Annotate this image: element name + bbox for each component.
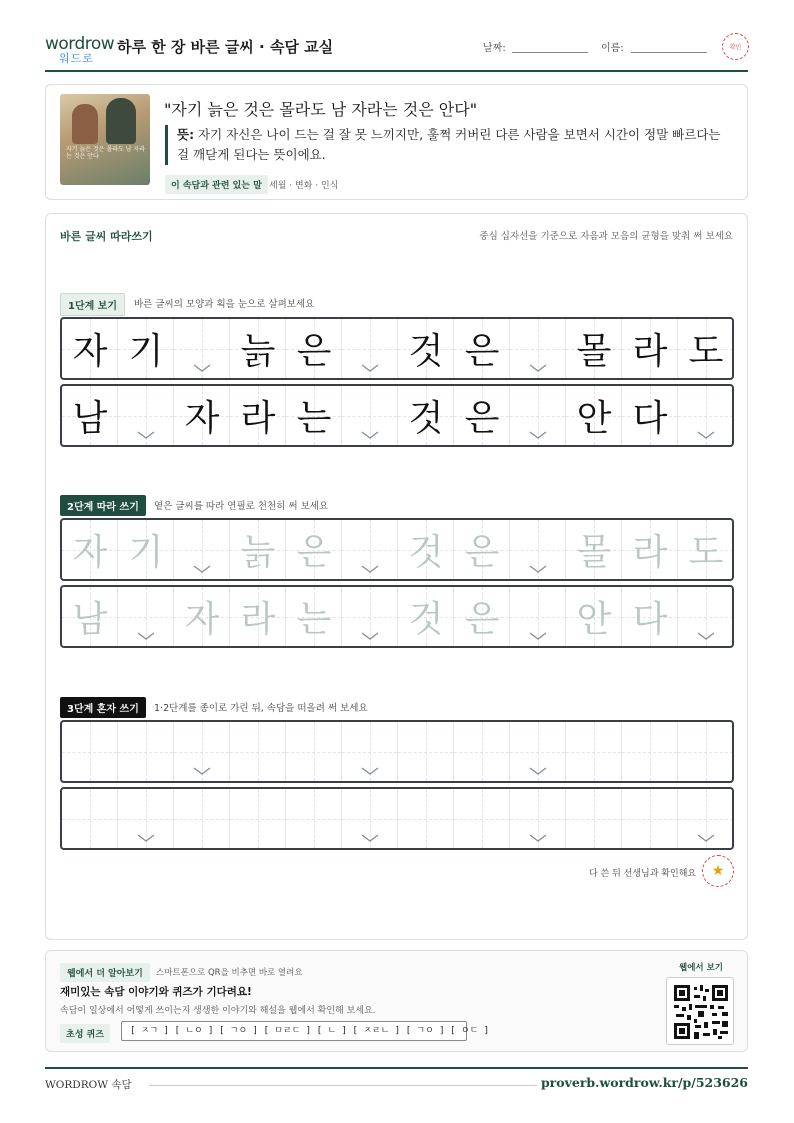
practice-glyph: 남 [72,398,108,439]
qr-code-icon [674,985,728,1039]
initial-quiz: [ ㅈㄱ ] [ ㄴㅇ ] [ ㄱㅇ ] [ ㅁㄹㄷ ] [ ㄴ ] [ ㅈㄹㄴ ] [ ㄱㅇ ] [ ㅇㄷ ] [121,1021,467,1041]
grid-cell[interactable] [510,587,566,646]
grid-cell [230,386,286,445]
space-mark-icon [697,631,715,641]
practice-glyph: 것 [408,532,444,573]
practice-glyph: 라 [240,599,276,640]
space-mark-icon [529,430,547,440]
grid-cell [454,319,510,378]
grid-cell[interactable] [286,789,342,848]
grid-cell[interactable] [510,722,566,781]
space-mark-icon [361,631,379,641]
web-headline: 재미있는 속담 이야기와 퀴즈가 기다려요! [60,986,252,998]
web-badge: 웹에서 더 알아보기 [60,963,150,982]
quiz-badge: 초성 퀴즈 [60,1024,110,1043]
grid-cell[interactable] [62,789,118,848]
grid-cell [342,386,398,445]
grid-cell[interactable] [174,722,230,781]
grid-cell [622,319,678,378]
grid-cell [622,386,678,445]
grid-cell [398,386,454,445]
grid-cell[interactable] [622,587,678,646]
practice-glyph: 늙 [240,331,276,372]
proverb-illustration [60,94,150,185]
grid-cell[interactable] [342,722,398,781]
practice-glyph: 은 [296,331,332,372]
grid-cell[interactable] [62,520,118,579]
space-mark-icon [361,833,379,843]
grid-cell [398,319,454,378]
practice-title: 바른 글씨 따라쓰기 [60,230,153,243]
grid-cell [510,386,566,445]
practice-glyph: 기 [128,331,164,372]
grid-cell [510,319,566,378]
practice-glyph: 몰 [576,331,612,372]
web-qr-hint: 스마트폰으로 QR을 비추면 바로 열려요 [156,968,303,978]
grid-cell [230,319,286,378]
grid-cell[interactable] [286,587,342,646]
grid-cell[interactable] [678,722,734,781]
grid-cell[interactable] [510,520,566,579]
grid-cell[interactable] [398,587,454,646]
space-mark-icon [361,430,379,440]
related-badge: 이 속담과 관련 있는 말 [165,175,268,194]
illustration-caption: 자기 늙은 것은 몰라도 남 자라는 것은 안다 [66,146,146,161]
space-mark-icon [137,833,155,843]
practice-glyph: 라 [240,398,276,439]
practice-glyph: 다 [632,599,668,640]
web-description: 속담이 일상에서 어떻게 쓰이는지 생생한 이야기와 해설을 웹에서 확인해 보세요. [60,1006,376,1016]
grid-cell[interactable] [622,520,678,579]
related-tags: 세월 · 변화 · 인식 [269,181,339,191]
date-label: 날짜: [483,43,506,54]
grid-cell[interactable] [230,722,286,781]
grid-cell [174,386,230,445]
page-footer [45,1067,748,1091]
grid-cell[interactable] [566,587,622,646]
grid-cell[interactable] [286,722,342,781]
practice-glyph: 는 [296,398,332,439]
grid-cell[interactable] [566,789,622,848]
practice-row-step3-line1[interactable] [60,720,734,783]
web-info-box [45,950,748,1052]
practice-glyph: 자 [72,532,108,573]
space-mark-icon [529,564,547,574]
grid-cell[interactable] [398,789,454,848]
practice-glyph: 는 [296,599,332,640]
grid-cell[interactable] [566,722,622,781]
grid-cell [286,386,342,445]
practice-row-step1-line2 [60,384,734,447]
practice-glyph: 안 [576,599,612,640]
page-title: 하루 한 장 바른 글씨 · 속담 교실 [117,38,334,56]
grid-cell [342,319,398,378]
practice-glyph: 다 [632,398,668,439]
grid-cell[interactable] [342,587,398,646]
grid-cell[interactable] [230,520,286,579]
practice-glyph: 은 [464,599,500,640]
grid-cell [62,386,118,445]
grid-cell[interactable] [174,587,230,646]
step3-badge: 3단계 혼자 쓰기 [60,697,146,718]
grid-cell[interactable] [622,722,678,781]
grid-cell[interactable] [62,587,118,646]
practice-glyph: 은 [296,532,332,573]
space-mark-icon [361,363,379,373]
star-stamp-icon: ★ [702,855,734,887]
footer-brand: WORDROW 속담 [45,1079,132,1091]
proverb-title: "자기 늙은 것은 몰라도 남 자라는 것은 안다" [164,100,478,119]
practice-glyph: 자 [184,398,220,439]
grid-cell[interactable] [398,722,454,781]
name-label: 이름: [601,43,624,54]
date-field[interactable] [512,52,588,53]
grid-cell [566,319,622,378]
grid-cell[interactable] [678,520,734,579]
grid-cell [566,386,622,445]
practice-row-step3-line2[interactable] [60,787,734,850]
grid-cell[interactable] [230,789,286,848]
grid-cell[interactable] [118,722,174,781]
practice-glyph: 자 [72,331,108,372]
grid-cell [286,319,342,378]
space-mark-icon [529,833,547,843]
space-mark-icon [137,631,155,641]
grid-cell [174,319,230,378]
practice-glyph: 것 [408,331,444,372]
space-mark-icon [193,766,211,776]
wordrow-logo: wordrow [45,34,115,54]
practice-row-step2-line1[interactable] [60,518,734,581]
practice-glyph: 라 [632,532,668,573]
grid-cell [118,386,174,445]
grid-cell[interactable] [118,587,174,646]
grid-cell[interactable] [118,520,174,579]
qr-label: 웹에서 보기 [679,963,724,973]
practice-glyph: 도 [688,532,724,573]
step3-desc: 1·2단계를 종이로 가린 뒤, 속담을 떠올려 써 보세요 [154,703,368,714]
proverb-meaning [165,125,735,165]
grid-cell[interactable] [398,520,454,579]
grid-cell [454,386,510,445]
space-mark-icon [193,564,211,574]
space-mark-icon [529,631,547,641]
practice-glyph: 도 [688,331,724,372]
name-field[interactable] [631,52,707,53]
step1-badge: 1단계 보기 [60,293,125,316]
grid-cell[interactable] [342,789,398,848]
practice-glyph: 은 [464,398,500,439]
grid-cell[interactable] [622,789,678,848]
page-header [45,30,748,72]
grid-cell[interactable] [454,520,510,579]
qr-code[interactable] [666,977,734,1045]
footer-url[interactable]: proverb.wordrow.kr/p/523626 [540,1075,748,1090]
practice-glyph: 것 [408,599,444,640]
grid-cell[interactable] [62,722,118,781]
grid-cell[interactable] [454,587,510,646]
step1-desc: 바른 글씨의 모양과 획을 눈으로 살펴보세요 [134,299,315,310]
footer-divider [149,1085,537,1086]
practice-glyph: 안 [576,398,612,439]
grid-cell[interactable] [118,789,174,848]
practice-glyph: 자 [184,599,220,640]
grid-cell[interactable] [286,520,342,579]
step2-desc: 옅은 글씨를 따라 연필로 천천히 써 보세요 [154,501,329,512]
space-mark-icon [137,430,155,440]
practice-glyph: 기 [128,532,164,573]
grid-cell [62,319,118,378]
grid-cell [678,319,734,378]
grid-cell[interactable] [566,520,622,579]
space-mark-icon [193,363,211,373]
meaning-label: 뜻: [177,127,195,142]
practice-glyph: 몰 [576,532,612,573]
grid-cell[interactable] [454,789,510,848]
step2-badge: 2단계 따라 쓰기 [60,495,146,516]
space-mark-icon [529,766,547,776]
practice-row-step2-line2[interactable] [60,585,734,648]
practice-glyph: 것 [408,398,444,439]
meaning-text: 자기 자신은 나이 드는 걸 잘 못 느끼지만, 훌쩍 커버린 다른 사람을 보면서 시간이 정말 빠르다는 걸 깨닫게 된다는 뜻이에요. [177,127,721,162]
check-stamp: 확인 [722,33,749,60]
space-mark-icon [361,564,379,574]
space-mark-icon [697,833,715,843]
practice-glyph: 남 [72,599,108,640]
practice-hint: 중심 십자선을 기준으로 자음과 모음의 균형을 맞춰 써 보세요 [479,231,733,242]
practice-glyph: 늙 [240,532,276,573]
practice-glyph: 라 [632,331,668,372]
grid-cell[interactable] [174,520,230,579]
grid-cell[interactable] [230,587,286,646]
grid-cell[interactable] [174,789,230,848]
grid-cell[interactable] [678,789,734,848]
grid-cell[interactable] [454,722,510,781]
practice-row-step1-line1 [60,317,734,380]
grid-cell [678,386,734,445]
wordrow-logo-sub: 워드로 [59,52,94,65]
space-mark-icon [697,430,715,440]
proverb-card [45,84,748,200]
space-mark-icon [529,363,547,373]
grid-cell[interactable] [678,587,734,646]
grid-cell [118,319,174,378]
grid-cell[interactable] [510,789,566,848]
practice-glyph: 은 [464,331,500,372]
practice-glyph: 은 [464,532,500,573]
space-mark-icon [361,766,379,776]
teacher-note: 다 쓴 뒤 선생님과 확인해요 [589,869,697,879]
grid-cell[interactable] [342,520,398,579]
